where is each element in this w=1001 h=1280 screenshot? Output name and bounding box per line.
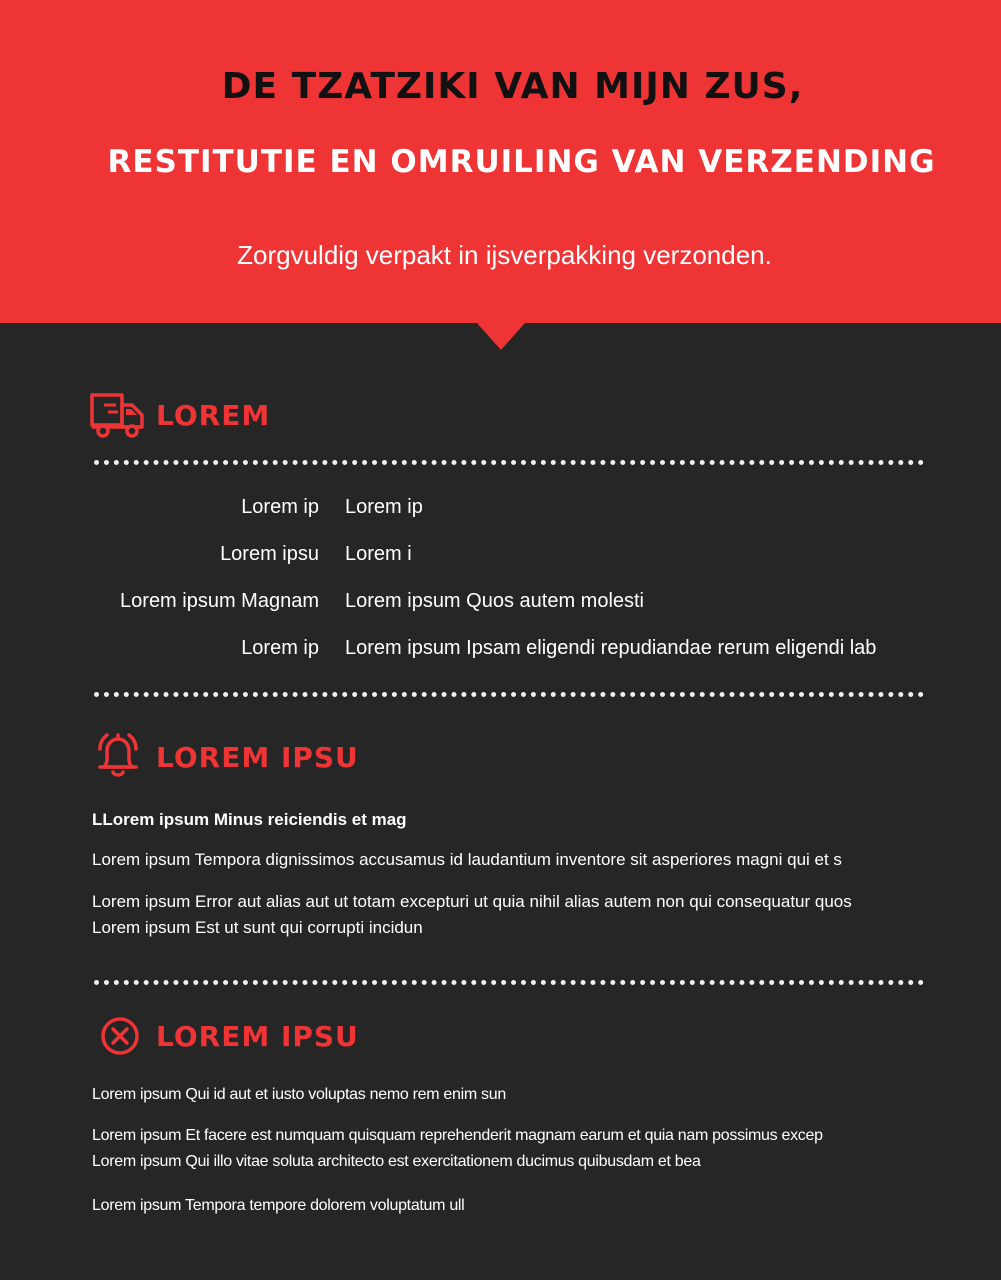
section-3-title: LOREM IPSU [156,1019,359,1053]
subtitle: Zorgvuldig verpakt in ijsverpakking verzonden. [237,240,772,270]
section-2-paragraph: Lorem ipsum Tempora dignissimos accusamus id laudantium inventore sit asperiores magni qui et s [92,850,842,869]
table-row [0,496,1001,526]
table-row [0,590,1001,620]
table-row [0,637,1001,667]
section-2-paragraph: Lorem ipsum Est ut sunt qui corrupti incidun [92,918,423,937]
row-label: Lorem ip [241,496,319,518]
row-label: Lorem ip [241,637,319,659]
table-row [0,543,1001,573]
row-value: Lorem ipsum Ipsam eligendi repudiandae rerum eligendi lab [345,637,877,659]
section-2-paragraph: Lorem ipsum Error aut alias aut ut totam excepturi ut quia nihil alias autem non qui consequatur quos [92,892,852,911]
section-3-paragraph: Lorem ipsum Qui id aut et iusto voluptas nemo rem enim sun [92,1086,506,1103]
header-banner [0,0,1001,323]
divider [94,692,924,697]
row-value: Lorem ip [345,496,423,518]
truck-icon [90,389,146,441]
row-value: Lorem ipsum Quos autem molesti [345,590,645,612]
row-label: Lorem ipsu [220,543,319,565]
bell-icon [90,731,146,783]
title-line-2: RESTITUTIE EN OMRUILING VAN VERZENDING [107,144,936,180]
row-value: Lorem i [345,543,412,565]
close-circle-icon [90,1010,146,1062]
header-notch [476,322,526,350]
section-2-lead: LLorem ipsum Minus reiciendis et mag [92,810,407,829]
divider [94,980,924,985]
section-1-title: LOREM [156,398,271,432]
row-label: Lorem ipsum Magnam [120,590,319,612]
section-3-heading [90,1010,359,1062]
section-2-title: LOREM IPSU [156,740,359,774]
section-3-paragraph: Lorem ipsum Et facere est numquam quisquam reprehenderit magnam earum et quia nam possimus excep [92,1127,823,1144]
title-line-1: DE TZATZIKI VAN MIJN ZUS, [221,66,804,107]
divider [94,460,924,465]
section-1-heading [90,389,270,441]
section-2-heading [90,731,359,783]
section-3-paragraph: Lorem ipsum Tempora tempore dolorem voluptatum ull [92,1197,465,1214]
section-3-paragraph: Lorem ipsum Qui illo vitae soluta architecto est exercitationem ducimus quibusdam et bea [92,1153,701,1170]
